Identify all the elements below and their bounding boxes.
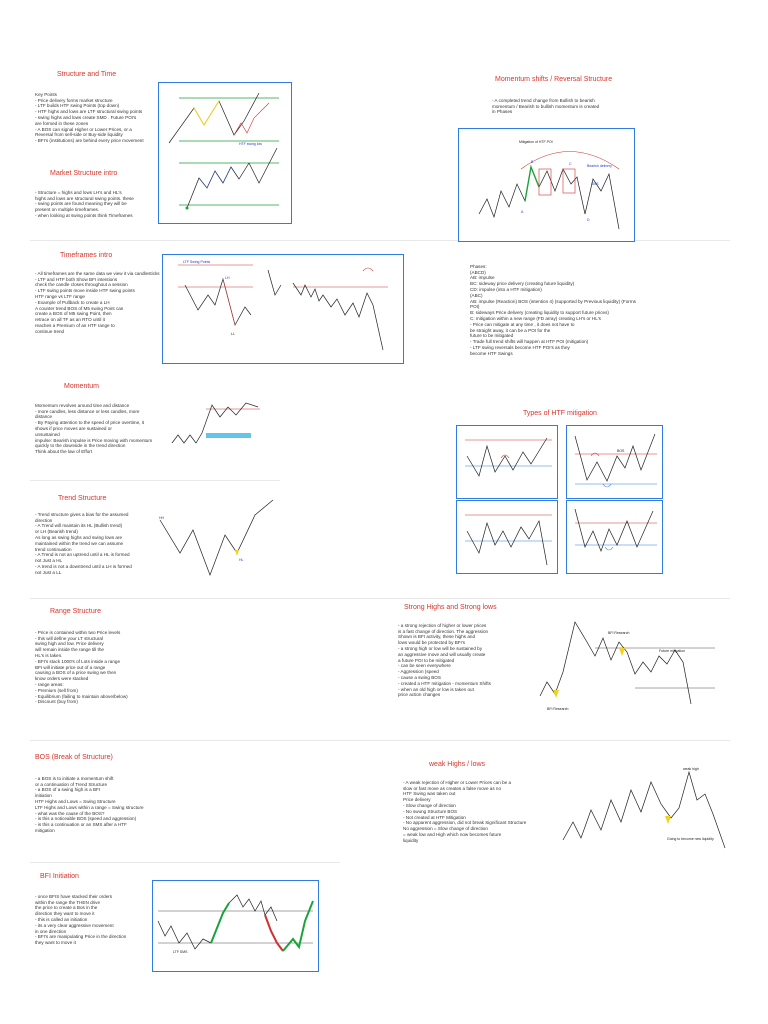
market-structure-title: Market Structure intro xyxy=(50,170,118,177)
phases-notes: Phases: (ABCD) AB: impulse BC: sideway price delivery (creating future liquidity) CD: impulse (into a HTF mitigation) (ABC) AB: impulse (Reaction) BOS (intention 4) (supported by Previous liquidity) (Forms POI) B: sideways Price delivery (creating liquidity to support future prices) C: mitigation within a new range (FD array) creating LH's or HL's - Price can mitigate at any time , it does not have to be straight away, it can be a POI for the future to be mitigated - Trade full trend shifts will happen at HTF POI (mitigation) - LTF swing reversals become HTF POI's as they become HTF Swings xyxy=(470,263,636,356)
structure-time-figure xyxy=(158,82,292,224)
ltf-swing-label: LTF Swing Points xyxy=(183,260,211,264)
trend-structure-title: Trend Structure xyxy=(58,495,107,502)
strong-highs-notes: - a strong rejection of higher or lower prices is a fast change of direction. The aggression Shown is BFI activity, these highs and lows would be protected by BFI's - a strong high or low will be sustained by an aggressive move and will usually create a future POI to be mitigated - can be seen everywhere - Aggression (speed - cause a swing BOS - created a HTF mitigation - momentum Shifts - when an old high or low is taken out price action changes xyxy=(398,622,491,698)
divider xyxy=(30,598,730,599)
future-mitigation-label: Future mitigation xyxy=(659,649,686,653)
timeframes-figure xyxy=(162,254,404,364)
phase-d-label: D xyxy=(587,218,590,222)
weak-high-label: weak high xyxy=(683,767,699,771)
range-structure-notes: - Price is contained within two Price levels - this will define your LT structural swing high and low. Price delivery will remain inside the range till the HL's is taken. - BFI's stack 1000's of Lots inside a range BFI will initiate price out of a range causing a BOS of a price swing we then know orders were stacked - range areas: - Premium (sell from) - Equilibrium (failing to maintain above/below) - Discount (buy from) xyxy=(35,629,128,705)
divider xyxy=(30,480,280,481)
weak-highs-notes: - A weak rejection of Higher or Lower Prices can be a slow or fast move as creates a false move as no HTF Swing was taken out Price delivery - Slow change of direction - No swung Structure BOS - Not created at HTF Mitigation - No apparent aggression, did not break Significant Structure No aggression = Slow change of direction = weak low and High which now becomes future liquidity xyxy=(403,779,527,843)
phase-c-label: C xyxy=(569,162,572,166)
bos-notes: - a BOS is to initiate a momentum shift or a continuation of Trend Structure - a BOS of a swing high is a BFI initiation HTF Highs and Lows = Swing Structure LTF Highs and Lows within a range = Swing structure - what was the cause of the BOS? - is this a noticeable BOS (speed and aggression) - is this a continuation or an SMS after a HTF mitigation xyxy=(35,775,144,833)
momentum-title: Momentum xyxy=(64,383,100,390)
htf-mitigation-figure-3 xyxy=(456,500,558,574)
phase-b-label: B xyxy=(531,160,534,164)
momentum-shifts-figure xyxy=(458,128,635,242)
strong-highs-title: Strong Highs and Strong lows xyxy=(404,604,497,611)
htf-mitigation-figure-4 xyxy=(566,500,663,574)
divider xyxy=(30,740,730,741)
ltf-sms-label: LTF SMS xyxy=(173,950,188,954)
bfi-research-label-2: BFI Research xyxy=(547,707,569,711)
bfi-research-label: BFI Research xyxy=(608,631,630,635)
weak-low-label: Going to become new liquidity xyxy=(667,837,714,841)
sms-label: SMS xyxy=(591,182,599,186)
market-structure-notes: - Structure = highs and lows LH's and HL's highs and lows are structural swing points. these - swing points are found meaning they will be present on multiple timeframes. - when looking at swing points think Timeframes xyxy=(35,189,134,218)
trend-structure-figure xyxy=(155,495,280,580)
hh-label: HH xyxy=(159,516,165,520)
momentum-notes: Momentum revolves around time and distance - more candles, less distance or less candles, more distance - By Paying attention to the speed of price overtime, it shows if price moves are sustained or unsustained impulse: Bearish impulse is Price moving with momentum quickly to the downside in the trend direction Think about the law of Effort xyxy=(35,402,153,455)
bfi-initiation-figure xyxy=(152,880,319,972)
momentum-shifts-title: Momentum shifts / Reversal Structure xyxy=(495,76,613,83)
bos-title: BOS (Break of Structure) xyxy=(35,754,113,761)
divider xyxy=(30,862,340,863)
momentum-figure xyxy=(168,395,263,455)
weak-highs-title: weak Highs / lows xyxy=(429,761,486,768)
timeframes-notes: - All timeframes are the same data we view it via candlesticks - LTF and HTF both Show BFI intentions check the candle closes throughout a session - LTF swing points move inside HTF swing points HTF range vs LTF range - Example of Pullback to create a LH A counter trend BOS of M5 swing Point can create a BOS of M5 swing Point, then retrace on all TF as an RTO until it reaches a Premium of an HTF range to continue trend xyxy=(35,270,160,334)
mitigation-htf-poi-label: Mitigation of HTF POI xyxy=(519,140,553,144)
htf-mitigation-title: Types of HTF mitigation xyxy=(523,410,597,417)
momentum-shifts-notes: - A completed trend change from Bullish to bearish momentum / Bearish to bullish momentum is created in Phases xyxy=(492,97,600,115)
bos-label: BOS xyxy=(617,449,625,453)
structure-time-title: Structure and Time xyxy=(57,71,117,78)
htf-mitigation-figure-1 xyxy=(456,425,558,499)
structure-time-notes: Key Points - Price delivery forms market structure - LTF builds HTF swing Points (top down) - HTF highs and lows are LTF structural swing points - swing highs and lows create SMD . Future POI's are formed in these zones - A BOS can signal Higher or Lower Prices, or a Reversal from sell-side or Buy-side liquidity - BFI's (institutions) are behind every price movement xyxy=(35,91,144,144)
phase-a-label: A xyxy=(521,210,524,214)
range-structure-title: Range Structure xyxy=(50,608,101,615)
bfi-initiation-title: BFI Initiation xyxy=(40,873,79,880)
htf-mitigation-figure-2 xyxy=(566,425,663,499)
trend-structure-notes: - Trend structure gives a bias for the assumed direction - A Trend will maintain its HL (Bullish trend) or LH (Bearish trend) As long as swing highs and swing lows are maintained within the trend we can assume trend continuation - A Trend is not an uptrend until a HL is formed not Just a HL - A trend is not a downtrend until a LH is formed not Just a LL xyxy=(35,511,132,575)
bfi-initiation-notes: - once BFIS have stacked their orders within the range the THEN drive the price to create a Bos in the direction they want to move it - this is called an initiation - its a very clear aggressive movement in one direction - BFI's are manipulating Price in the direction they want to move it xyxy=(35,893,127,946)
ll-label: LL xyxy=(231,332,235,336)
htf-swing-low-label: HTF swing low xyxy=(239,142,262,146)
lh-label: LH xyxy=(225,276,230,280)
strong-highs-figure xyxy=(535,612,735,712)
hl-label: HL xyxy=(239,558,244,562)
bearish-delivery-label: Bearish delivery xyxy=(587,164,612,168)
weak-highs-figure xyxy=(555,760,735,860)
timeframes-title: Timeframes intro xyxy=(60,252,113,259)
